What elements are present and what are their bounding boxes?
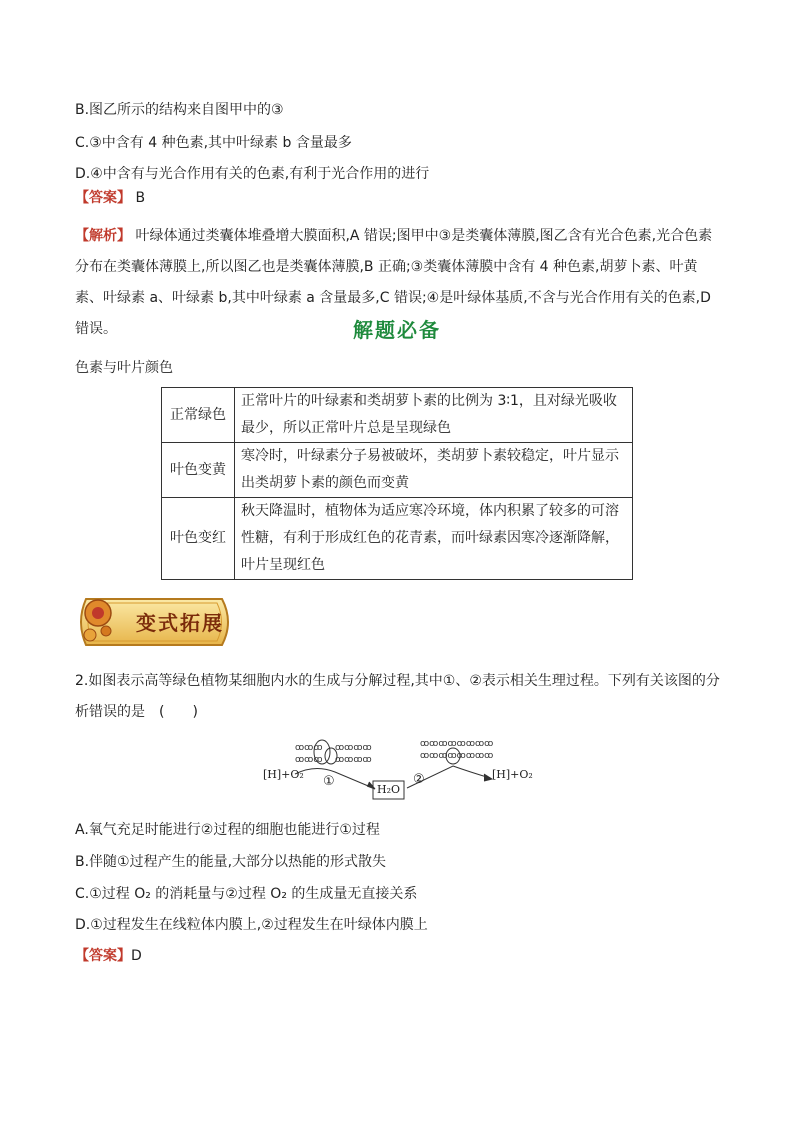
banner-text: 变式拓展 — [136, 611, 224, 635]
svg-text:ꝏꝏꝏ: ꝏꝏꝏ — [295, 755, 323, 765]
q2-stem: 2.如图表示高等绿色植物某细胞内水的生成与分解过程,其中①、②表示相关生理过程。下列有关该图的分析错误的是 ( ) — [75, 673, 720, 720]
row-content: 寒冷时，叶绿素分子易被破坏，类胡萝卜素较稳定，叶片显示出类胡萝卜素的颜色而变黄 — [235, 443, 633, 498]
svg-text:ꝏꝏꝏꝏ: ꝏꝏꝏꝏ — [335, 743, 372, 753]
diagram-center-label: H₂O — [377, 783, 401, 796]
q1-option-c: C.③中含有 4 种色素,其中叶绿素 b 含量最多 — [75, 135, 352, 151]
answer-value: B — [131, 190, 146, 206]
table-row — [162, 443, 633, 498]
svg-text:ꝏꝏꝏꝏꝏꝏꝏꝏ: ꝏꝏꝏꝏꝏꝏꝏꝏ — [420, 751, 494, 761]
table-row — [162, 498, 633, 580]
q1-answer — [75, 188, 145, 208]
svg-text:ꝏꝏꝏ: ꝏꝏꝏ — [295, 743, 323, 753]
table-caption: 色素与叶片颜色 — [75, 360, 173, 376]
water-cycle-diagram — [255, 738, 545, 804]
analysis-label: 【解析】 — [75, 228, 131, 244]
answer-label: 【答案】 — [75, 190, 131, 206]
diagram-step2: ② — [413, 772, 425, 787]
q2-option-c: C.①过程 O₂ 的消耗量与②过程 O₂ 的生成量无直接关系 — [75, 886, 418, 902]
membrane-left-icon — [295, 740, 372, 765]
answer-value: D — [131, 948, 142, 964]
row-label: 叶色变黄 — [162, 443, 235, 498]
svg-text:ꝏꝏꝏꝏ: ꝏꝏꝏꝏ — [335, 755, 372, 765]
q1-option-d: D.④中含有与光合作用有关的色素,有利于光合作用的进行 — [75, 166, 430, 182]
svg-text:ꝏꝏꝏꝏꝏꝏꝏꝏ: ꝏꝏꝏꝏꝏꝏꝏꝏ — [420, 739, 494, 749]
row-label: 正常绿色 — [162, 388, 235, 443]
analysis-text: 叶绿体通过类囊体堆叠增大膜面积,A 错误;图甲中③是类囊体薄膜,图乙含有光合色素,光合色素分布在类囊体薄膜上,所以图乙也是类囊体薄膜,B 正确;③类囊体薄膜中含有 4 种色素,胡萝卜素、叶黄素、叶绿素 a、叶绿素 b,其中叶绿素 a 含量最多,C 错误;④是叶绿体基质,不含与光合作用有关的色素,D 错误。 — [75, 228, 713, 337]
diagram-left-label: [H]+O₂ — [263, 768, 304, 781]
pigment-color-table — [161, 387, 633, 580]
section-heading: 解题必备 — [353, 318, 441, 342]
diagram-right-label: [H]+O₂ — [492, 768, 533, 781]
row-content: 正常叶片的叶绿素和类胡萝卜素的比例为 3∶1，且对绿光吸收最少，所以正常叶片总是呈现绿色 — [235, 388, 633, 443]
diagram-step1: ① — [323, 774, 335, 789]
q2-option-a: A.氧气充足时能进行②过程的细胞也能进行①过程 — [75, 822, 380, 838]
table-row — [162, 388, 633, 443]
answer-label: 【答案】 — [75, 948, 131, 964]
row-label: 叶色变红 — [162, 498, 235, 580]
q2-answer — [75, 946, 142, 966]
q2-option-d: D.①过程发生在线粒体内膜上,②过程发生在叶绿体内膜上 — [75, 917, 428, 933]
membrane-right-icon — [420, 739, 493, 764]
row-content: 秋天降温时，植物体为适应寒冷环境，体内积累了较多的可溶性糖，有利于形成红色的花青素，而叶绿素因寒冷逐渐降解，叶片呈现红色 — [235, 498, 633, 580]
q1-option-b: B.图乙所示的结构来自图甲中的③ — [75, 102, 284, 118]
q2-option-b: B.伴随①过程产生的能量,大部分以热能的形式散失 — [75, 854, 387, 870]
variant-expansion-banner — [72, 591, 236, 653]
